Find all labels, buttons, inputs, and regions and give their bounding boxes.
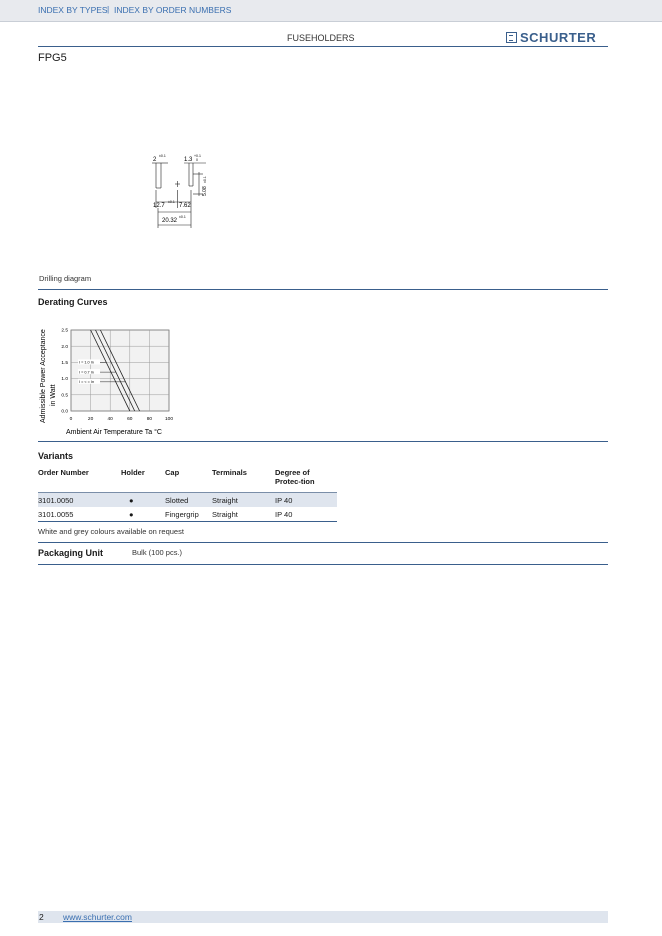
- dim-2032-tolerance: ±0.1: [179, 215, 186, 219]
- variants-table: [38, 466, 337, 522]
- dim-13-tolerance-lower: 0: [196, 158, 198, 162]
- header-divider: [38, 46, 608, 47]
- derating-chart: [36, 320, 216, 438]
- schurter-logo: [506, 30, 596, 44]
- y-axis-label-line2: in Watt: [50, 384, 57, 406]
- divider-drilling: [38, 289, 608, 290]
- dim-508-tolerance: ±0.1: [203, 176, 207, 183]
- dim-13-label: 1.3: [184, 157, 193, 163]
- nav-separator: |: [107, 4, 110, 14]
- col-cap: Cap: [165, 468, 180, 477]
- variants-header-row: [38, 466, 337, 493]
- dim-127-label: 12.7: [153, 203, 165, 209]
- order-number-cell[interactable]: 3101.0055: [38, 509, 74, 519]
- dim-127-tolerance: ±0.1: [168, 200, 175, 204]
- cap-cell: Fingergrip: [165, 509, 199, 519]
- divider-derating: [38, 441, 608, 442]
- section-title: FUSEHOLDERS: [287, 33, 355, 43]
- curve-label: I = < = In: [79, 380, 95, 385]
- divider-variants: [38, 542, 608, 543]
- table-row: [38, 493, 337, 508]
- terminals-cell: Straight: [212, 493, 275, 508]
- col-holder: Holder: [121, 468, 145, 477]
- y-tick-label: 1.0: [61, 377, 68, 383]
- terminals-cell: Straight: [212, 509, 238, 519]
- dim-508-label: 5.08: [202, 186, 208, 196]
- x-tick-label: 100: [164, 417, 174, 422]
- order-number-cell[interactable]: 3101.0050: [38, 493, 121, 508]
- dim-13-tolerance: +0.1: [194, 154, 201, 158]
- variants-heading: Variants: [38, 451, 74, 461]
- top-nav-bar: [0, 0, 662, 22]
- y-tick-label: 1.5: [61, 361, 68, 366]
- dim-762-label: 7.62: [179, 203, 191, 209]
- holder-dot-icon: ●: [129, 509, 134, 519]
- logo-wordmark: SCHURTER: [520, 29, 597, 45]
- packaging-unit-value: Bulk (100 pcs.): [132, 548, 183, 557]
- y-tick-label: 2.5: [61, 328, 68, 334]
- divider-packaging: [38, 564, 608, 565]
- dim-2-label: 2: [153, 157, 157, 163]
- index-by-order-numbers-link[interactable]: INDEX BY ORDER NUMBERS: [114, 5, 232, 15]
- product-title: FPG5: [38, 52, 67, 64]
- logo-mark-icon: [506, 32, 517, 43]
- footer-bar: [38, 911, 608, 923]
- x-tick-label: 60: [127, 417, 133, 422]
- packaging-unit-label: Packaging Unit: [38, 548, 104, 558]
- dim-2032-label: 20.32: [162, 218, 178, 224]
- drilling-diagram: [148, 150, 228, 230]
- y-tick-label: 0.0: [61, 409, 68, 415]
- y-tick-label: 0.5: [61, 393, 68, 399]
- table-row: [38, 507, 337, 522]
- y-axis-label-line1: Admissible Power Acceptance: [40, 329, 47, 423]
- y-tick-label: 2.0: [61, 344, 68, 350]
- col-order-number: Order Number: [38, 468, 89, 477]
- cap-cell: Slotted: [165, 493, 212, 508]
- colour-note: White and grey colours available on request: [38, 527, 184, 536]
- curve-label: I = 0.7 In: [79, 370, 94, 375]
- holder-dot-icon: ●: [121, 493, 165, 508]
- x-tick-label: 0: [69, 417, 73, 422]
- x-tick-label: 20: [87, 417, 94, 422]
- x-tick-label: 80: [146, 417, 153, 422]
- x-axis-label: Ambient Air Temperature Ta °C: [66, 429, 162, 436]
- drilling-diagram-caption: Drilling diagram: [39, 274, 92, 283]
- schurter-website-link[interactable]: www.schurter.com: [63, 912, 132, 922]
- page-number: 2: [39, 912, 44, 922]
- curve-label: I = 1.0 In: [79, 360, 94, 365]
- x-tick-label: 40: [107, 417, 113, 422]
- dim-2-tolerance: ±0.1: [159, 154, 166, 158]
- derating-heading: Derating Curves: [38, 297, 108, 307]
- index-by-types-link[interactable]: INDEX BY TYPES: [38, 5, 108, 15]
- col-terminals: Terminals: [212, 468, 247, 477]
- col-degree-of-protection: Degree of Protec-tion: [275, 468, 315, 486]
- protection-cell: IP 40: [275, 509, 293, 519]
- protection-cell: IP 40: [275, 493, 337, 508]
